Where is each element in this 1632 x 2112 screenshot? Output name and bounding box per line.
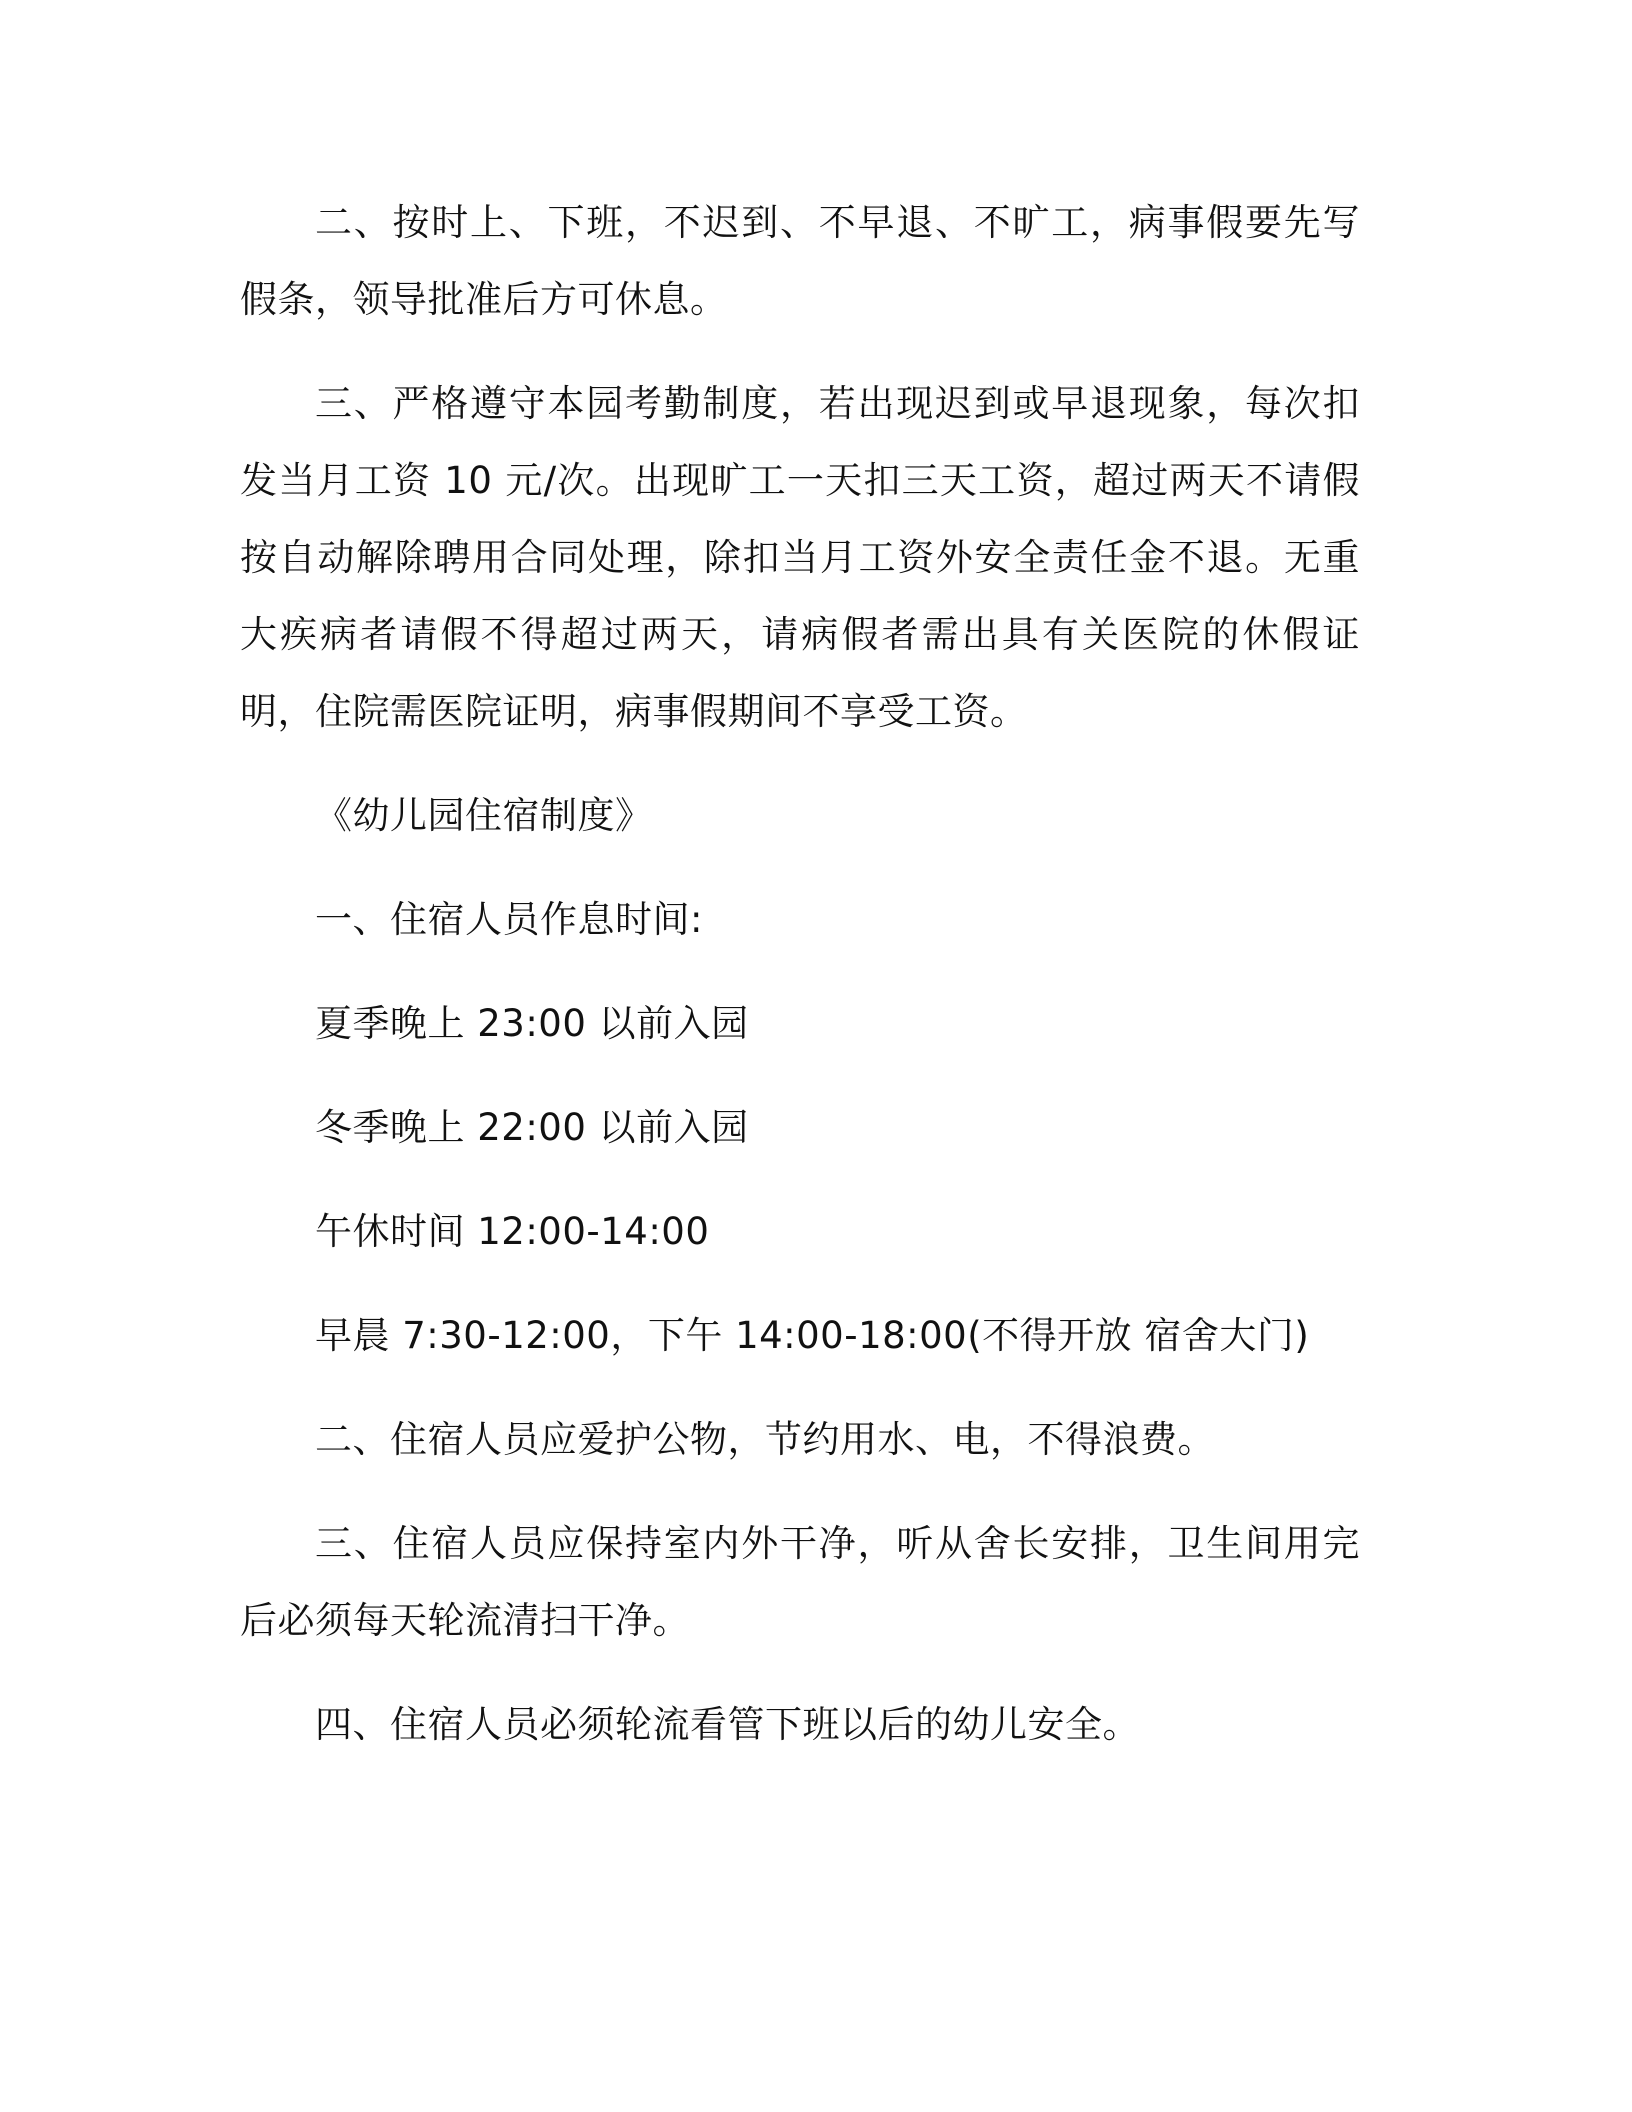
paragraph-dorm-rule-4: 四、住宿人员必须轮流看管下班以后的幼儿安全。 [315,1703,1140,1746]
section-title-dormitory-rules: 《幼儿园住宿制度》 [315,794,653,837]
paragraph-dorm-rule-1: 一、住宿人员作息时间: [315,898,703,941]
paragraph-attendance-rule-2: 二、按时上、下班，不迟到、不早退、不旷工，病事假要先写假条，领导批准后方可休息。 [240,201,1360,321]
paragraph-dorm-rule-3: 三、住宿人员应保持室内外干净，听从舍长安排，卫生间用完后必须每天轮流清扫干净。 [240,1522,1360,1642]
document-body [240,184,1360,1790]
paragraph-nap-time: 午休时间 12:00-14:00 [315,1210,710,1253]
paragraph-attendance-rule-3: 三、严格遵守本园考勤制度，若出现迟到或早退现象，每次扣发当月工资 10 元/次。出现旷工一天扣三天工资，超过两天不请假按自动解除聘用合同处理，除扣当月工资外安全责任金不退。无重大疾病者请假不得超过两天，请病假者需出具有关医院的休假证明，住院需医院证明，病事假期间不享受工资。 [240,382,1360,733]
paragraph-dorm-rule-2: 二、住宿人员应爱护公物，节约用水、电，不得浪费。 [315,1418,1215,1461]
paragraph-winter-curfew: 冬季晚上 22:00 以前入园 [315,1106,749,1149]
paragraph-summer-curfew: 夏季晚上 23:00 以前入园 [315,1002,749,1045]
paragraph-daytime-hours: 早晨 7:30-12:00，下午 14:00-18:00(不得开放 宿舍大门) [315,1314,1310,1357]
